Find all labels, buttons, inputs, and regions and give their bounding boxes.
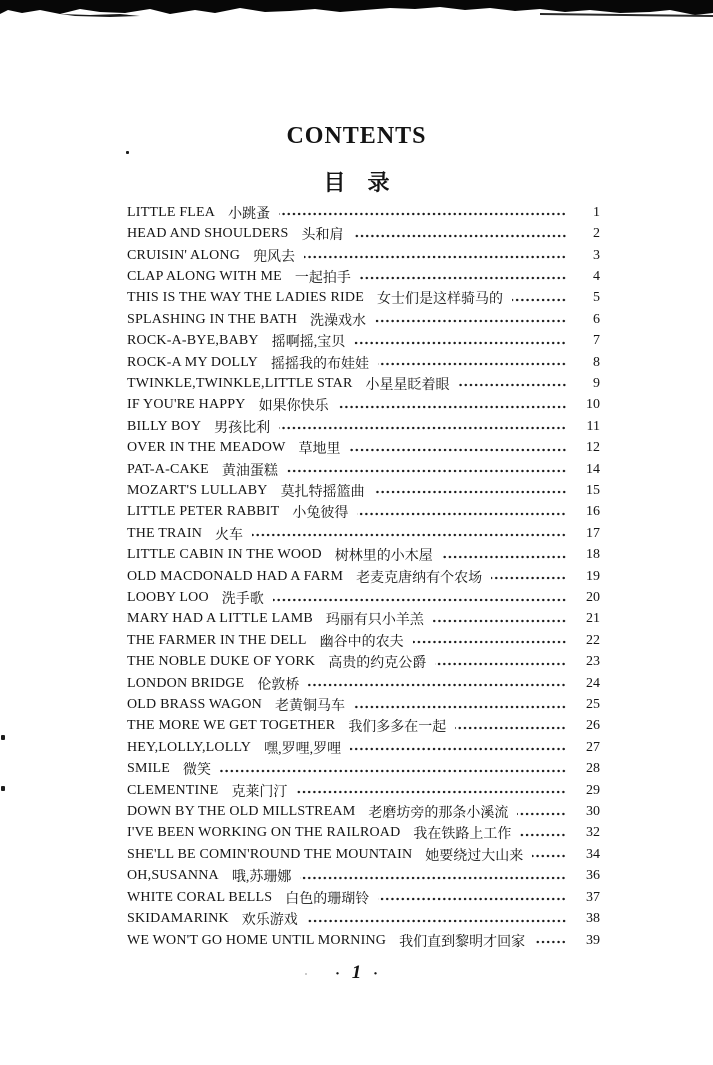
entry-page-number: 18	[586, 547, 600, 563]
dot-leader	[279, 212, 567, 216]
toc-entry-row	[127, 716, 600, 737]
dot-leader	[375, 319, 567, 323]
page-title-chinese: 目 录	[323, 170, 390, 195]
entry-page-number: 28	[586, 761, 600, 777]
entry-page-number: 2	[593, 226, 600, 242]
dot-leader	[353, 234, 568, 238]
entry-title-en: SHE'LL BE COMIN'ROUND THE MOUNTAIN	[127, 846, 413, 862]
entry-title-zh: 老麦克唐纳有个农场	[356, 570, 483, 586]
entry-page-number: 34	[586, 846, 600, 862]
entry-title-zh: 老黄铜马车	[274, 699, 345, 715]
entry-title-zh: 高贵的约克公爵	[328, 656, 427, 672]
dot-leader	[300, 876, 567, 880]
toc-entry-row	[127, 480, 600, 501]
entry-title-en: THE MORE WE GET TOGETHER	[127, 718, 336, 734]
toc-entry-row	[127, 673, 600, 694]
entry-title-zh: 小星星眨着眼	[365, 377, 450, 393]
dot-leader	[357, 512, 567, 516]
entry-page-number: 8	[593, 354, 600, 370]
entry-title-zh: 小跳蚤	[228, 206, 271, 222]
entry-title-en: CLEMENTINE	[127, 782, 219, 798]
entry-page-number: 38	[586, 911, 600, 927]
toc-entry-row	[127, 202, 600, 223]
entry-page-number: 11	[586, 418, 600, 434]
entry-page-number: 4	[593, 268, 600, 284]
entry-title-zh: 嘿,罗哩,罗哩	[264, 741, 342, 757]
entry-title-en: SPLASHING IN THE BATH	[127, 311, 298, 327]
entry-title-zh: 树林里的小木屋	[334, 549, 433, 565]
entry-title-en: MARY HAD A LITTLE LAMB	[127, 611, 313, 627]
entry-title-en: ROCK-A MY DOLLY	[127, 354, 258, 370]
dot-leader	[304, 255, 567, 259]
toc-entry-row	[127, 908, 600, 929]
entry-title-en: LITTLE PETER RABBIT	[127, 504, 280, 520]
entry-title-en: OLD BRASS WAGON	[127, 697, 262, 713]
dot-leader	[459, 383, 568, 387]
scan-torn-edge-artifact	[0, 0, 713, 20]
toc-entry-row	[127, 566, 600, 587]
entry-title-en: CRUISIN' ALONG	[127, 247, 241, 263]
entry-title-zh: 洗澡戏水	[310, 313, 367, 329]
entry-title-zh: 老磨坊旁的那条小溪流	[368, 806, 509, 822]
entry-title-zh: 摇啊摇,宝贝	[271, 335, 346, 351]
entry-title-en: SKIDAMARINK	[127, 911, 229, 927]
dot-leader	[252, 533, 567, 537]
dot-leader	[360, 276, 567, 280]
entry-title-zh: 我在铁路上工作	[413, 827, 512, 843]
entry-page-number: 27	[586, 739, 600, 755]
entry-title-zh: 洗手歌	[221, 592, 264, 608]
entry-page-number: 30	[586, 804, 600, 820]
entry-title-en: LOOBY LOO	[127, 590, 209, 606]
dot-leader	[491, 576, 567, 580]
footer-right-dot: ·	[373, 966, 379, 982]
entry-page-number: 16	[586, 504, 600, 520]
page-title-english: CONTENTS	[286, 123, 427, 149]
scan-speck	[126, 151, 129, 154]
entry-title-en: HEAD AND SHOULDERS	[127, 226, 289, 242]
dot-leader	[374, 490, 567, 494]
entry-page-number: 29	[586, 782, 600, 798]
entry-title-en: THIS IS THE WAY THE LADIES RIDE	[127, 290, 364, 306]
entry-page-number: 7	[593, 333, 600, 349]
entry-title-zh: 伦敦桥	[257, 677, 300, 693]
toc-entry-row	[127, 930, 600, 951]
entry-page-number: 10	[586, 397, 600, 413]
entry-page-number: 22	[586, 632, 600, 648]
entry-page-number: 9	[593, 375, 600, 391]
toc-entry-row	[127, 759, 600, 780]
toc-entry-row	[127, 373, 600, 394]
entry-title-zh: 一起拍手	[294, 270, 351, 286]
entry-title-en: CLAP ALONG WITH ME	[127, 268, 282, 284]
entry-page-number: 5	[593, 290, 600, 306]
entry-title-en: WE WON'T GO HOME UNTIL MORNING	[127, 932, 387, 948]
entry-page-number: 36	[586, 868, 600, 884]
entry-title-en: THE FARMER IN THE DELL	[127, 632, 307, 648]
toc-entry-row	[127, 352, 600, 373]
dot-leader	[378, 897, 567, 901]
entry-title-en: BILLY BOY	[127, 418, 202, 434]
entry-title-zh: 兜风去	[253, 249, 296, 265]
toc-entry-row	[127, 545, 600, 566]
entry-page-number: 19	[586, 568, 600, 584]
toc-entry-row	[127, 652, 600, 673]
toc-entry-row	[127, 801, 600, 822]
toc-entry-row	[127, 502, 600, 523]
entry-title-en: THE NOBLE DUKE OF YORK	[127, 654, 316, 670]
dot-leader	[287, 469, 567, 473]
entry-title-zh: 莫扎特摇篮曲	[280, 484, 365, 500]
entry-title-zh: 微笑	[183, 763, 211, 779]
page-footer	[0, 962, 713, 984]
entry-title-zh: 幽谷中的农夫	[319, 634, 404, 650]
dot-leader	[273, 598, 567, 602]
entry-title-zh: 我们直到黎明才回家	[399, 934, 526, 950]
entry-title-en: LITTLE FLEA	[127, 204, 216, 220]
entry-title-zh: 小兔彼得	[292, 506, 349, 522]
toc-entry-row	[127, 737, 600, 758]
dot-leader	[435, 662, 567, 666]
entry-title-en: TWINKLE,TWINKLE,LITTLE STAR	[127, 375, 353, 391]
dot-leader	[517, 812, 567, 816]
dot-leader	[279, 426, 567, 430]
entry-page-number: 24	[586, 675, 600, 691]
entry-title-en: DOWN BY THE OLD MILLSTREAM	[127, 804, 356, 820]
dot-leader	[307, 919, 567, 923]
entry-title-zh: 草地里	[298, 442, 341, 458]
entry-title-en: LONDON BRIDGE	[127, 675, 245, 691]
entry-title-en: MOZART'S LULLABY	[127, 482, 268, 498]
footer-page-number: 1	[351, 962, 362, 983]
toc-entry-row	[127, 887, 600, 908]
toc-entry-row	[127, 630, 600, 651]
entry-title-en: LITTLE CABIN IN THE WOOD	[127, 547, 322, 563]
entry-title-zh: 摇摇我的布娃娃	[270, 356, 369, 372]
toc-entry-row	[127, 609, 600, 630]
entry-title-zh: 头和肩	[301, 228, 344, 244]
dot-leader	[442, 555, 567, 559]
entry-title-en: SMILE	[127, 761, 170, 777]
toc-entry-row	[127, 823, 600, 844]
entry-title-zh: 火车	[215, 527, 244, 543]
entry-page-number: 37	[586, 889, 600, 905]
entry-page-number: 12	[586, 440, 600, 456]
entry-page-number: 1	[593, 204, 600, 220]
entry-title-zh: 男孩比利	[214, 420, 271, 436]
entry-title-en: OH,SUSANNA	[127, 868, 219, 884]
dot-leader	[220, 769, 567, 773]
entry-title-en: ROCK-A-BYE,BABY	[127, 333, 259, 349]
toc-entry-row	[127, 780, 600, 801]
toc-entry-row	[127, 459, 600, 480]
entry-title-en: IF YOU'RE HAPPY	[127, 397, 246, 413]
scan-speck	[1, 786, 5, 791]
dot-leader	[308, 683, 567, 687]
toc-entry-row	[127, 309, 600, 330]
dot-leader	[354, 341, 567, 345]
toc-entry-row	[127, 844, 600, 865]
entry-title-zh: 玛丽有只小羊羔	[325, 613, 424, 629]
entry-title-zh: 她要绕过大山来	[425, 848, 524, 864]
toc-entry-row	[127, 416, 600, 437]
footer-left-dot: ·	[334, 966, 340, 982]
dot-leader	[296, 790, 567, 794]
toc-entry-row	[127, 330, 600, 351]
scan-speck	[1, 735, 5, 740]
entry-title-en: WHITE CORAL BELLS	[127, 889, 273, 905]
toc-list	[127, 202, 600, 951]
dot-leader	[350, 747, 567, 751]
toc-entry-row	[127, 223, 600, 244]
entry-page-number: 17	[586, 525, 600, 541]
entry-title-zh: 女士们是这样骑马的	[376, 292, 503, 308]
entry-title-zh: 如果你快乐	[258, 399, 329, 415]
entry-page-number: 25	[586, 697, 600, 713]
entry-title-en: I'VE BEEN WORKING ON THE RAILROAD	[127, 825, 401, 841]
entry-page-number: 23	[586, 654, 600, 670]
dot-leader	[338, 405, 567, 409]
dot-leader	[378, 362, 567, 366]
entry-title-zh: 欢乐游戏	[241, 913, 298, 929]
dot-leader	[532, 854, 567, 858]
toc-entry-row	[127, 523, 600, 544]
toc-entry-row	[127, 587, 600, 608]
entry-title-zh: 白色的珊瑚铃	[285, 891, 370, 907]
toc-entry-row	[127, 694, 600, 715]
dot-leader	[455, 726, 567, 730]
entry-page-number: 20	[586, 590, 600, 606]
dot-leader	[520, 833, 567, 837]
entry-title-en: HEY,LOLLY,LOLLY	[127, 739, 252, 755]
entry-title-en: OVER IN THE MEADOW	[127, 440, 286, 456]
entry-page-number: 26	[586, 718, 600, 734]
dot-leader	[413, 640, 567, 644]
entry-title-zh: 我们多多在一起	[348, 720, 447, 736]
toc-entry-row	[127, 245, 600, 266]
entry-page-number: 15	[586, 482, 600, 498]
toc-entry-row	[127, 437, 600, 458]
entry-title-zh: 克莱门汀	[231, 784, 288, 800]
toc-entry-row	[127, 395, 600, 416]
toc-entry-row	[127, 288, 600, 309]
entry-title-en: OLD MACDONALD HAD A FARM	[127, 568, 344, 584]
entry-title-zh: 哦,苏珊娜	[231, 870, 292, 886]
entry-title-en: PAT-A-CAKE	[127, 461, 209, 477]
toc-entry-row	[127, 266, 600, 287]
toc-entry-row	[127, 866, 600, 887]
dot-leader	[534, 940, 567, 944]
entry-page-number: 6	[593, 311, 600, 327]
dot-leader	[512, 298, 567, 302]
entry-page-number: 21	[586, 611, 600, 627]
entry-page-number: 39	[586, 932, 600, 948]
entry-title-zh: 黄油蛋糕	[221, 463, 278, 479]
entry-page-number: 14	[586, 461, 600, 477]
entry-title-en: THE TRAIN	[127, 525, 203, 541]
dot-leader	[350, 448, 568, 452]
dot-leader	[354, 705, 567, 709]
entry-page-number: 3	[593, 247, 600, 263]
dot-leader	[433, 619, 567, 623]
entry-page-number: 32	[586, 825, 600, 841]
